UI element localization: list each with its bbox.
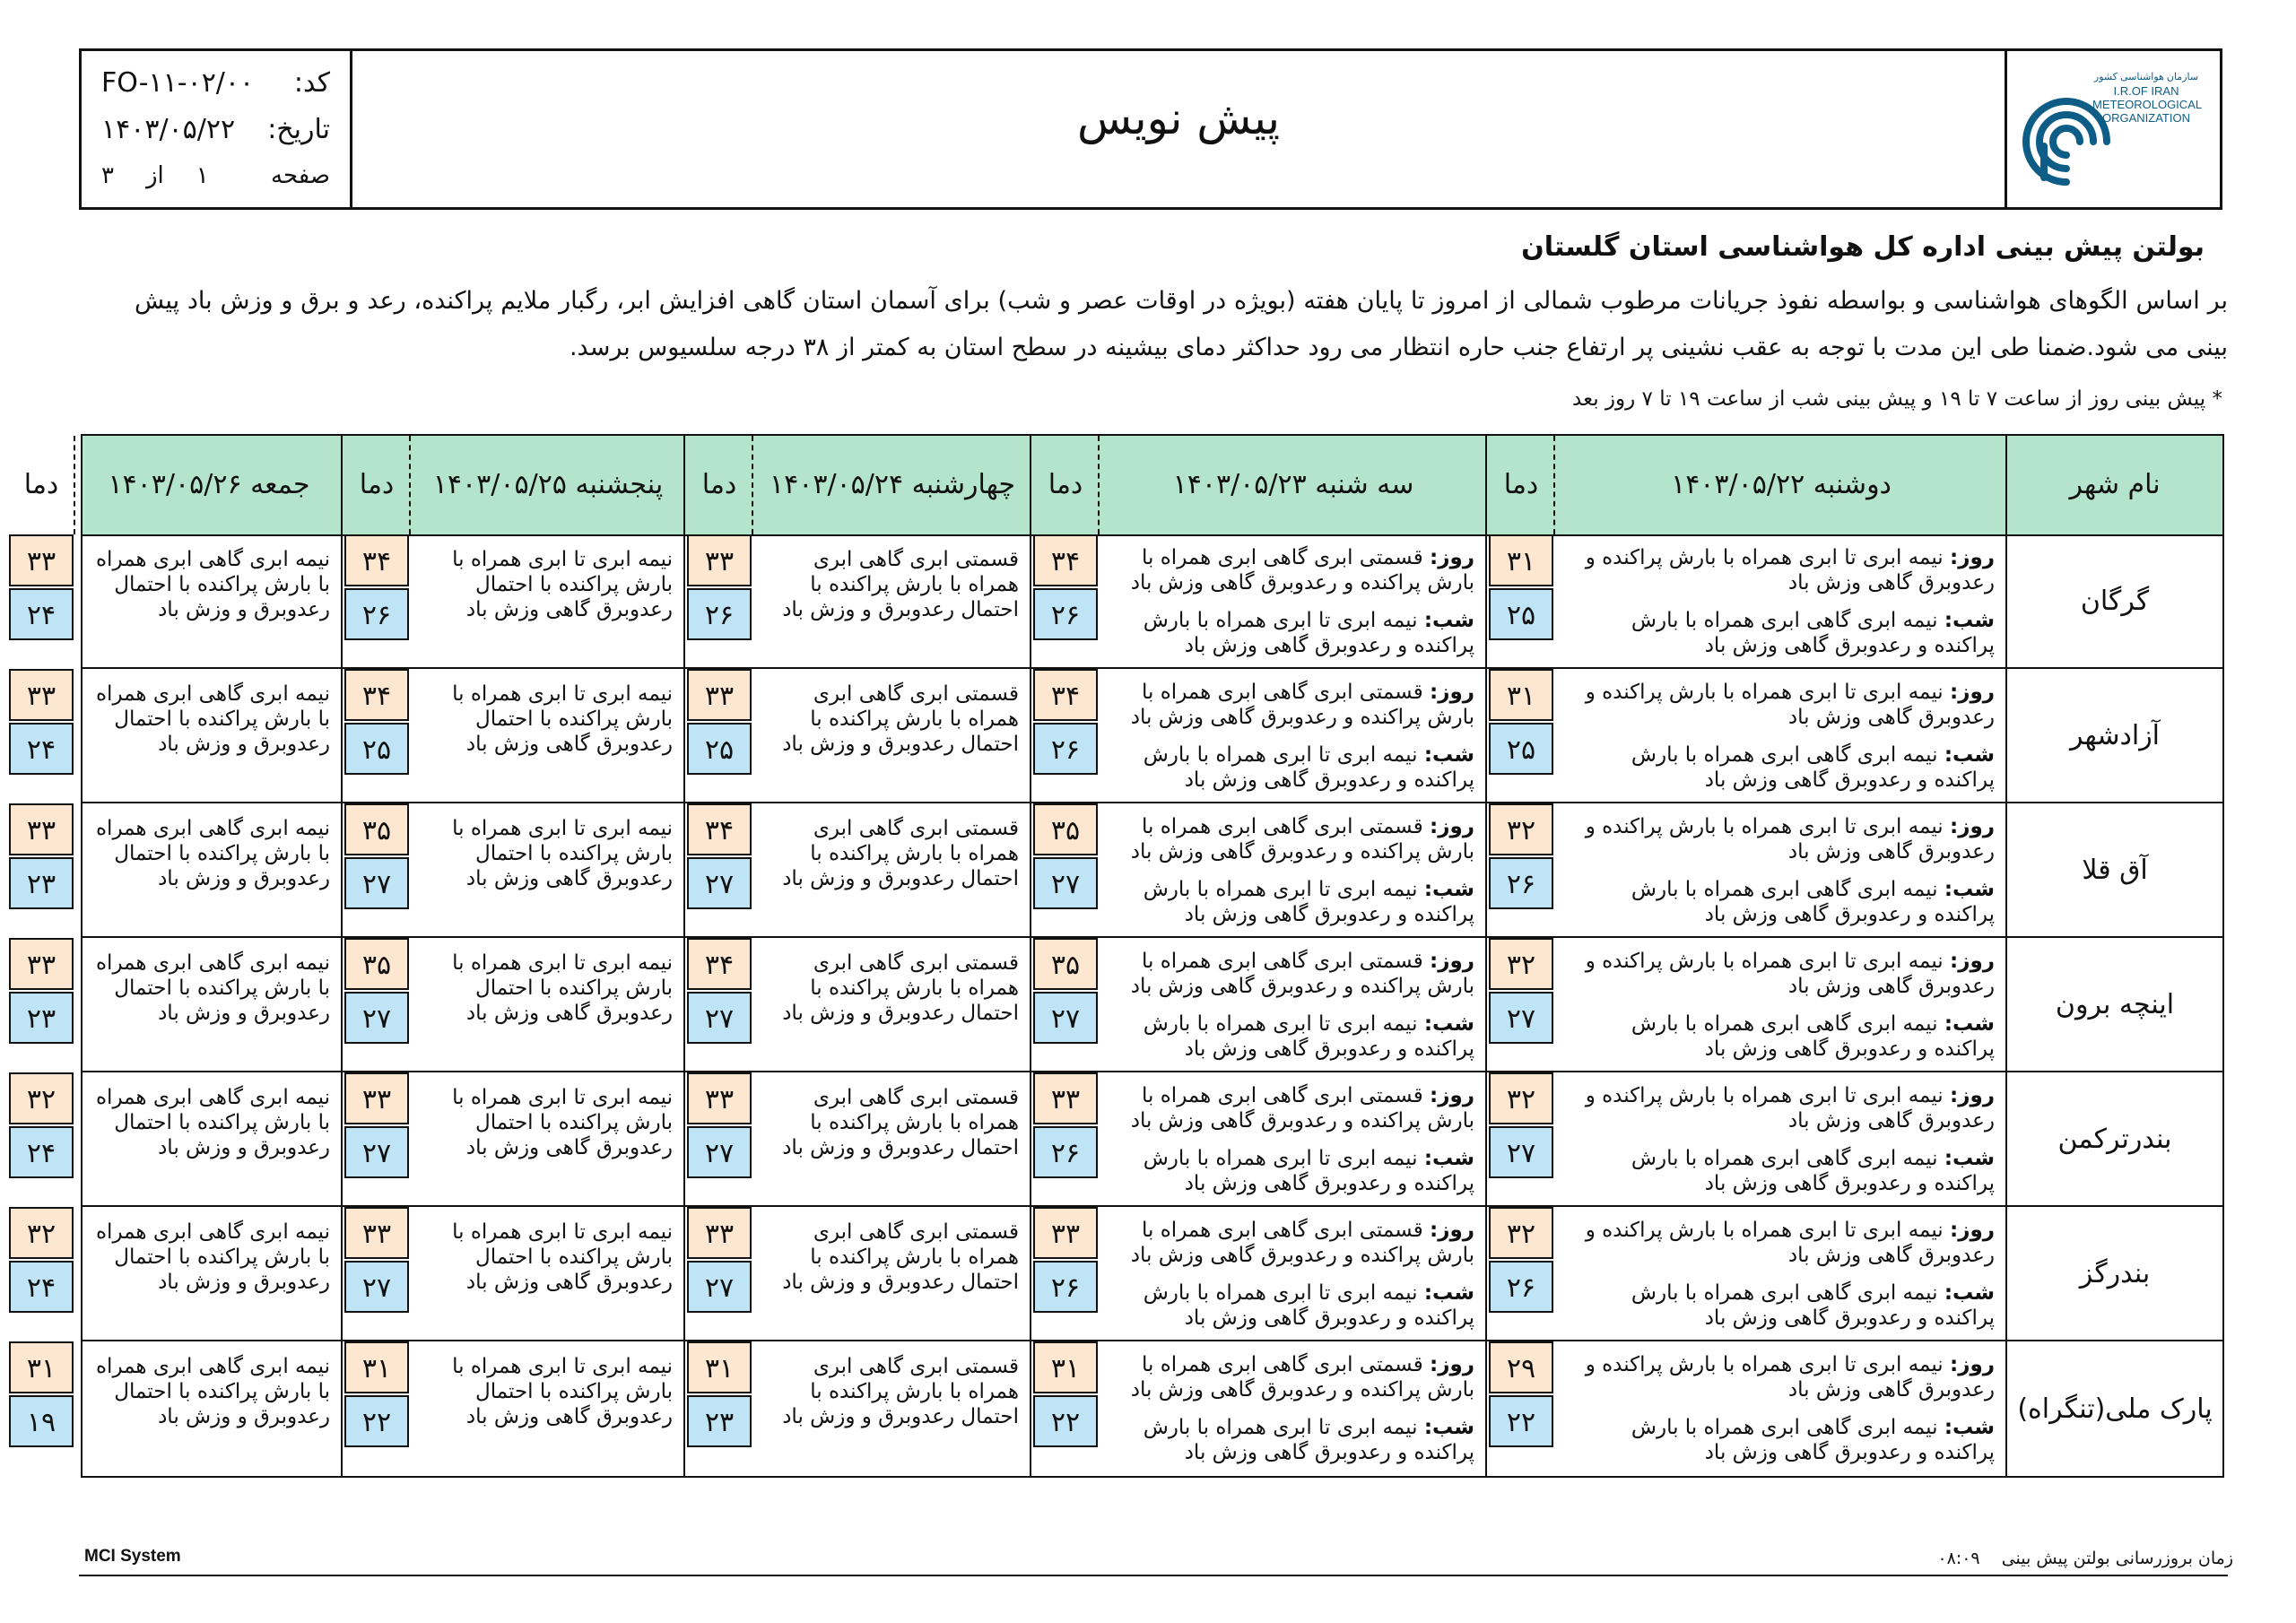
forecast-description: نیمه ابری تا ابری همراه با بارش پراکنده با احتمال رعدوبرق گاهی وزش باد [452, 1220, 673, 1294]
night-label: شب: [1423, 743, 1474, 767]
day-text: نیمه ابری تا ابری همراه با بارش پراکنده و رعدوبرق گاهی وزش باد [1585, 815, 1995, 864]
max-temperature: ۳۵ [1033, 803, 1098, 855]
max-temperature: ۳۳ [344, 1207, 409, 1259]
day-forecast [1112, 1218, 1474, 1268]
table-row [26, 534, 2222, 669]
forecast-description [1112, 814, 1474, 927]
forecast-description: قسمتی ابری گاهی ابری همراه با بارش پراکنده با احتمال رعدوبرق و وزش باد [782, 1355, 1019, 1428]
header-day-3: چهارشنبه ۱۴۰۳/۰۵/۲۴ [770, 469, 1015, 500]
max-temperature: ۳۱ [1489, 534, 1553, 586]
max-temperature: ۳۱ [1033, 1341, 1098, 1393]
forecast-description [1568, 1352, 1995, 1465]
forecast-time-note: * پیش بینی روز از ساعت ۷ تا ۱۹ و پیش بینی شب از ساعت ۱۹ تا ۷ روز بعد [1572, 387, 2222, 411]
max-temperature: ۳۴ [1033, 534, 1098, 586]
max-temperature: ۳۴ [344, 669, 409, 721]
night-label: شب: [1944, 609, 1995, 632]
spiral-logo-icon [2017, 92, 2116, 191]
day-text: قسمتی ابری گاهی ابری همراه با بارش پراکنده و رعدوبرق گاهی وزش باد [1130, 546, 1474, 595]
day-text: نیمه ابری تا ابری همراه با بارش پراکنده و رعدوبرق گاهی وزش باد [1585, 1219, 1995, 1267]
update-time-label: زمان بروزرسانی بولتن پیش بینی [2001, 1549, 2233, 1568]
day-label: روز: [1950, 681, 1995, 704]
min-temperature: ۲۴ [9, 1261, 74, 1313]
forecast-description [1568, 1218, 1995, 1331]
forecast-description: قسمتی ابری گاهی ابری همراه با بارش پراکنده با احتمال رعدوبرق و وزش باد [782, 817, 1019, 890]
max-temperature: ۳۳ [1033, 1072, 1098, 1124]
forecast-description [1112, 680, 1474, 793]
table-row [26, 1207, 2222, 1341]
document-meta [82, 51, 352, 207]
logo-text: سازمان هواشناسی کشور I.R.OF IRAN METEOROLOGICAL ORGANIZATION [2092, 72, 2203, 125]
header-day-4: پنجشنبه ۱۴۰۳/۰۵/۲۵ [432, 469, 664, 500]
code-row [101, 67, 330, 99]
day-label: روز: [1430, 546, 1474, 569]
max-temperature: ۳۴ [687, 938, 752, 990]
day-label: روز: [1950, 546, 1995, 569]
page-title: پیش نویس [1076, 92, 1281, 144]
forecast-description: نیمه ابری گاهی ابری همراه با بارش پراکنده با احتمال رعدوبرق و وزش باد [96, 1086, 330, 1159]
table-header [23, 436, 2222, 536]
forecast-description [1112, 1218, 1474, 1331]
max-temperature: ۳۴ [1033, 669, 1098, 721]
night-forecast [1568, 1146, 1995, 1196]
forecast-description: قسمتی ابری گاهی ابری همراه با بارش پراکنده با احتمال رعدوبرق و وزش باد [782, 548, 1019, 621]
update-time [1937, 1549, 2233, 1568]
max-temperature: ۳۲ [1489, 1207, 1553, 1259]
day-forecast [1568, 949, 1995, 999]
max-temperature: ۳۲ [9, 1207, 74, 1259]
day-label: روز: [1430, 1353, 1474, 1376]
night-forecast [1568, 1280, 1995, 1331]
max-temperature: ۳۱ [1489, 669, 1553, 721]
min-temperature: ۲۷ [344, 1261, 409, 1313]
header-temp-2: دما [1048, 469, 1083, 500]
max-temperature: ۳۳ [687, 534, 752, 586]
min-temperature: ۲۳ [9, 857, 74, 909]
forecast-description [1568, 545, 1995, 658]
night-label: شب: [1423, 1281, 1474, 1305]
forecast-description: نیمه ابری تا ابری همراه با بارش پراکنده با احتمال رعدوبرق گاهی وزش باد [452, 1355, 673, 1428]
max-temperature: ۳۱ [687, 1341, 752, 1393]
day-label: روز: [1950, 1219, 1995, 1242]
bulletin-intro: بر اساس الگوهای هواشناسی و بواسطه نفوذ جریانات مرطوب شمالی از امروز تا پایان هفته (بویژه در اوقات عصر و شب) برای آسمان استان گاهی افزایش ابر، رگبار ملایم پراکنده، رعد و برق و وزش باد پیش بینی می شود.ضمنا طی این مدت با توجه به عقب نشینی پر ارتفاع جنب حاره انتظار می رود حداکثر دمای بیشینه در سطح استان به کمتر از ۳۸ درجه سلسیوس برسد. [135, 287, 2228, 361]
day-label: روز: [1430, 950, 1474, 973]
forecast-table [23, 434, 2224, 1478]
min-temperature: ۲۶ [1033, 1126, 1098, 1178]
table-row [26, 1072, 2222, 1207]
header-temp-5: دما [23, 469, 59, 500]
night-forecast [1568, 608, 1995, 658]
day-forecast [1568, 680, 1995, 730]
night-forecast [1112, 1280, 1474, 1331]
day-text: نیمه ابری تا ابری همراه با بارش پراکنده و رعدوبرق گاهی وزش باد [1585, 1084, 1995, 1133]
day-label: روز: [1430, 1219, 1474, 1242]
column-divider-5 [341, 436, 343, 1476]
forecast-description [1568, 814, 1995, 927]
min-temperature: ۲۷ [1489, 1126, 1553, 1178]
max-temperature: ۳۱ [9, 1341, 74, 1393]
night-text: نیمه ابری تا ابری همراه با بارش پراکنده و رعدوبرق گاهی وزش باد [1143, 743, 1474, 792]
min-temperature: ۲۶ [1033, 588, 1098, 640]
max-temperature: ۳۳ [687, 669, 752, 721]
page-current: ۱ [196, 162, 209, 189]
forecast-description [1568, 680, 1995, 793]
header-temp-4: دما [359, 469, 395, 500]
day-label: روز: [1950, 950, 1995, 973]
night-text: نیمه ابری گاهی ابری همراه با بارش پراکنده و رعدوبرق گاهی وزش باد [1631, 1416, 1995, 1464]
day-forecast [1112, 545, 1474, 595]
city-name: بندرترکمن [2057, 1123, 2172, 1155]
night-label: شب: [1944, 1147, 1995, 1170]
day-forecast [1568, 814, 1995, 864]
max-temperature: ۳۳ [9, 938, 74, 990]
night-label: شب: [1423, 1416, 1474, 1439]
night-text: نیمه ابری تا ابری همراه با بارش پراکنده و رعدوبرق گاهی وزش باد [1143, 1012, 1474, 1061]
max-temperature: ۳۲ [9, 1072, 74, 1124]
city-name: گرگان [2080, 585, 2150, 617]
day-text: نیمه ابری تا ابری همراه با بارش پراکنده و رعدوبرق گاهی وزش باد [1585, 950, 1995, 998]
forecast-description [1112, 949, 1474, 1062]
night-forecast [1112, 1011, 1474, 1062]
day-forecast [1112, 814, 1474, 864]
table-row [26, 1341, 2222, 1476]
max-temperature: ۳۵ [344, 803, 409, 855]
column-divider-2 [1485, 436, 1487, 1476]
city-name: بندرگز [2079, 1257, 2151, 1289]
min-temperature: ۲۵ [1489, 588, 1553, 640]
forecast-description [1568, 1083, 1995, 1196]
min-temperature: ۲۲ [1489, 1395, 1553, 1447]
city-name: پارک ملی(تنگراه) [2017, 1393, 2213, 1425]
day-forecast [1112, 680, 1474, 730]
header-day-2: سه شنبه ۱۴۰۳/۰۵/۲۳ [1172, 469, 1414, 500]
forecast-description [1112, 1352, 1474, 1465]
forecast-description: نیمه ابری تا ابری همراه با بارش پراکنده با احتمال رعدوبرق گاهی وزش باد [452, 682, 673, 756]
day-forecast [1112, 1352, 1474, 1402]
forecast-description: نیمه ابری گاهی ابری همراه با بارش پراکنده با احتمال رعدوبرق و وزش باد [96, 817, 330, 890]
night-forecast [1568, 1011, 1995, 1062]
forecast-description: قسمتی ابری گاهی ابری همراه با بارش پراکنده با احتمال رعدوبرق و وزش باد [782, 951, 1019, 1025]
min-temperature: ۲۷ [344, 857, 409, 909]
min-temperature: ۲۵ [687, 723, 752, 775]
document-header [79, 48, 2222, 210]
date-value: ۱۴۰۳/۰۵/۲۲ [101, 114, 236, 145]
day-label: روز: [1950, 815, 1995, 838]
city-name: اینچه برون [2055, 988, 2175, 1020]
night-text: نیمه ابری گاهی ابری همراه با بارش پراکنده و رعدوبرق گاهی وزش باد [1631, 1012, 1995, 1061]
day-text: قسمتی ابری گاهی ابری همراه با بارش پراکنده و رعدوبرق گاهی وزش باد [1130, 815, 1474, 864]
day-forecast [1568, 1083, 1995, 1133]
min-temperature: ۲۶ [1489, 857, 1553, 909]
column-divider-1 [2005, 436, 2007, 1476]
night-forecast [1568, 877, 1995, 927]
header-day-5: جمعه ۱۴۰۳/۰۵/۲۶ [108, 469, 310, 500]
min-temperature: ۲۶ [687, 588, 752, 640]
date-row [101, 114, 330, 145]
day-label: روز: [1950, 1084, 1995, 1107]
header-city: نام شهر [2069, 469, 2161, 500]
day-text: نیمه ابری تا ابری همراه با بارش پراکنده و رعدوبرق گاهی وزش باد [1585, 546, 1995, 595]
night-label: شب: [1423, 1147, 1474, 1170]
min-temperature: ۲۴ [9, 723, 74, 775]
min-temperature: ۲۶ [1033, 723, 1098, 775]
code-value: FO-۱۱-۰۲/۰۰ [101, 67, 255, 99]
night-forecast [1112, 877, 1474, 927]
night-label: شب: [1944, 878, 1995, 901]
night-text: نیمه ابری گاهی ابری همراه با بارش پراکنده و رعدوبرق گاهی وزش باد [1631, 609, 1995, 657]
day-text: قسمتی ابری گاهی ابری همراه با بارش پراکنده و رعدوبرق گاهی وزش باد [1130, 1353, 1474, 1402]
max-temperature: ۳۳ [9, 534, 74, 586]
night-label: شب: [1944, 1416, 1995, 1439]
night-label: شب: [1423, 1012, 1474, 1036]
table-row [26, 803, 2222, 938]
min-temperature: ۲۶ [1489, 1261, 1553, 1313]
night-text: نیمه ابری گاهی ابری همراه با بارش پراکنده و رعدوبرق گاهی وزش باد [1631, 878, 1995, 926]
min-temperature: ۲۷ [687, 1126, 752, 1178]
meteorological-organization-logo [2021, 71, 2203, 193]
day-forecast [1568, 1352, 1995, 1402]
night-forecast [1112, 608, 1474, 658]
forecast-description [1112, 545, 1474, 658]
forecast-description: نیمه ابری گاهی ابری همراه با بارش پراکنده با احتمال رعدوبرق و وزش باد [96, 682, 330, 756]
max-temperature: ۳۲ [1489, 803, 1553, 855]
night-label: شب: [1944, 743, 1995, 767]
day-text: نیمه ابری تا ابری همراه با بارش پراکنده و رعدوبرق گاهی وزش باد [1585, 681, 1995, 729]
city-name: آزادشهر [2069, 719, 2161, 751]
night-text: نیمه ابری تا ابری همراه با بارش پراکنده و رعدوبرق گاهی وزش باد [1143, 1147, 1474, 1195]
system-name: MCI System [84, 1547, 181, 1566]
day-forecast [1568, 1218, 1995, 1268]
night-label: شب: [1423, 878, 1474, 901]
night-text: نیمه ابری گاهی ابری همراه با بارش پراکنده و رعدوبرق گاهی وزش باد [1631, 1281, 1995, 1330]
forecast-description [1568, 949, 1995, 1062]
max-temperature: ۳۵ [344, 938, 409, 990]
max-temperature: ۳۳ [9, 803, 74, 855]
forecast-description: قسمتی ابری گاهی ابری همراه با بارش پراکنده با احتمال رعدوبرق و وزش باد [782, 1086, 1019, 1159]
max-temperature: ۳۳ [687, 1207, 752, 1259]
night-text: نیمه ابری گاهی ابری همراه با بارش پراکنده و رعدوبرق گاهی وزش باد [1631, 743, 1995, 792]
night-text: نیمه ابری تا ابری همراه با بارش پراکنده و رعدوبرق گاهی وزش باد [1143, 1281, 1474, 1330]
night-label: شب: [1944, 1281, 1995, 1305]
forecast-description: نیمه ابری گاهی ابری همراه با بارش پراکنده با احتمال رعدوبرق و وزش باد [96, 1355, 330, 1428]
forecast-description: نیمه ابری گاهی ابری همراه با بارش پراکنده با احتمال رعدوبرق و وزش باد [96, 548, 330, 621]
bulletin-subtitle: بولتن پیش بینی اداره کل هواشناسی استان گلستان [1521, 231, 2205, 263]
min-temperature: ۲۷ [344, 1126, 409, 1178]
day-text: قسمتی ابری گاهی ابری همراه با بارش پراکنده و رعدوبرق گاهی وزش باد [1130, 1084, 1474, 1133]
day-label: روز: [1430, 815, 1474, 838]
min-temperature: ۲۷ [687, 1261, 752, 1313]
table-row [26, 669, 2222, 803]
min-temperature: ۲۳ [9, 992, 74, 1044]
night-text: نیمه ابری تا ابری همراه با بارش پراکنده و رعدوبرق گاهی وزش باد [1143, 609, 1474, 657]
day-text: نیمه ابری تا ابری همراه با بارش پراکنده و رعدوبرق گاهی وزش باد [1585, 1353, 1995, 1402]
min-temperature: ۲۲ [344, 1395, 409, 1447]
night-label: شب: [1944, 1012, 1995, 1036]
min-temperature: ۲۲ [1033, 1395, 1098, 1447]
forecast-description [1112, 1083, 1474, 1196]
min-temperature: ۲۷ [687, 992, 752, 1044]
max-temperature: ۳۳ [1033, 1207, 1098, 1259]
night-forecast [1568, 1415, 1995, 1465]
day-text: قسمتی ابری گاهی ابری همراه با بارش پراکنده و رعدوبرق گاهی وزش باد [1130, 1219, 1474, 1267]
forecast-description: نیمه ابری تا ابری همراه با بارش پراکنده با احتمال رعدوبرق گاهی وزش باد [452, 817, 673, 890]
min-temperature: ۲۶ [1033, 1261, 1098, 1313]
min-temperature: ۲۶ [344, 588, 409, 640]
min-temperature: ۲۷ [1033, 992, 1098, 1044]
column-divider-4 [683, 436, 685, 1476]
max-temperature: ۳۲ [1489, 1072, 1553, 1124]
code-label: کد: [293, 67, 330, 99]
day-label: روز: [1950, 1353, 1995, 1376]
date-label: تاریخ: [267, 114, 330, 145]
page-label: صفحه [271, 162, 330, 189]
min-temperature: ۲۷ [1033, 857, 1098, 909]
max-temperature: ۳۴ [344, 534, 409, 586]
max-temperature: ۳۵ [1033, 938, 1098, 990]
max-temperature: ۳۲ [1489, 938, 1553, 990]
column-divider-3 [1030, 436, 1031, 1476]
min-temperature: ۲۷ [1489, 992, 1553, 1044]
day-label: روز: [1430, 1084, 1474, 1107]
night-forecast [1568, 742, 1995, 793]
header-temp-1: دما [1503, 469, 1539, 500]
header-day-1: دوشنبه ۱۴۰۳/۰۵/۲۲ [1671, 469, 1892, 500]
min-temperature: ۲۴ [9, 588, 74, 640]
forecast-description: نیمه ابری تا ابری همراه با بارش پراکنده با احتمال رعدوبرق گاهی وزش باد [452, 548, 673, 621]
logo-cell [2005, 51, 2220, 207]
day-forecast [1112, 1083, 1474, 1133]
min-temperature: ۲۵ [1489, 723, 1553, 775]
day-text: قسمتی ابری گاهی ابری همراه با بارش پراکنده و رعدوبرق گاهی وزش باد [1130, 950, 1474, 998]
min-temperature: ۲۴ [9, 1126, 74, 1178]
max-temperature: ۳۱ [344, 1341, 409, 1393]
table-row [26, 938, 2222, 1072]
min-temperature: ۲۵ [344, 723, 409, 775]
min-temperature: ۲۳ [687, 1395, 752, 1447]
day-label: روز: [1430, 681, 1474, 704]
night-forecast [1112, 1146, 1474, 1196]
forecast-description: نیمه ابری گاهی ابری همراه با بارش پراکنده با احتمال رعدوبرق و وزش باد [96, 1220, 330, 1294]
night-forecast [1112, 1415, 1474, 1465]
city-name: آق قلا [2082, 854, 2148, 886]
max-temperature: ۳۴ [687, 803, 752, 855]
min-temperature: ۱۹ [9, 1395, 74, 1447]
min-temperature: ۲۷ [687, 857, 752, 909]
max-temperature: ۳۳ [344, 1072, 409, 1124]
max-temperature: ۲۹ [1489, 1341, 1553, 1393]
night-text: نیمه ابری گاهی ابری همراه با بارش پراکنده و رعدوبرق گاهی وزش باد [1631, 1147, 1995, 1195]
day-text: قسمتی ابری گاهی ابری همراه با بارش پراکنده و رعدوبرق گاهی وزش باد [1130, 681, 1474, 729]
forecast-description: نیمه ابری تا ابری همراه با بارش پراکنده با احتمال رعدوبرق گاهی وزش باد [452, 951, 673, 1025]
day-forecast [1112, 949, 1474, 999]
max-temperature: ۳۳ [687, 1072, 752, 1124]
header-temp-3: دما [701, 469, 737, 500]
max-temperature: ۳۳ [9, 669, 74, 721]
page-total: ۳ [101, 162, 114, 189]
night-text: نیمه ابری تا ابری همراه با بارش پراکنده و رعدوبرق گاهی وزش باد [1143, 1416, 1474, 1464]
forecast-description: قسمتی ابری گاهی ابری همراه با بارش پراکنده با احتمال رعدوبرق و وزش باد [782, 1220, 1019, 1294]
forecast-description: قسمتی ابری گاهی ابری همراه با بارش پراکنده با احتمال رعدوبرق و وزش باد [782, 682, 1019, 756]
footer-divider [79, 1575, 2228, 1576]
forecast-description: نیمه ابری تا ابری همراه با بارش پراکنده با احتمال رعدوبرق گاهی وزش باد [452, 1086, 673, 1159]
page-of: از [145, 162, 164, 189]
forecast-description: نیمه ابری گاهی ابری همراه با بارش پراکنده با احتمال رعدوبرق و وزش باد [96, 951, 330, 1025]
update-time-value: ۰۸:۰۹ [1937, 1549, 1980, 1568]
min-temperature: ۲۷ [344, 992, 409, 1044]
day-forecast [1568, 545, 1995, 595]
page-row [101, 162, 330, 189]
night-forecast [1112, 742, 1474, 793]
night-text: نیمه ابری تا ابری همراه با بارش پراکنده و رعدوبرق گاهی وزش باد [1143, 878, 1474, 926]
night-label: شب: [1423, 609, 1474, 632]
